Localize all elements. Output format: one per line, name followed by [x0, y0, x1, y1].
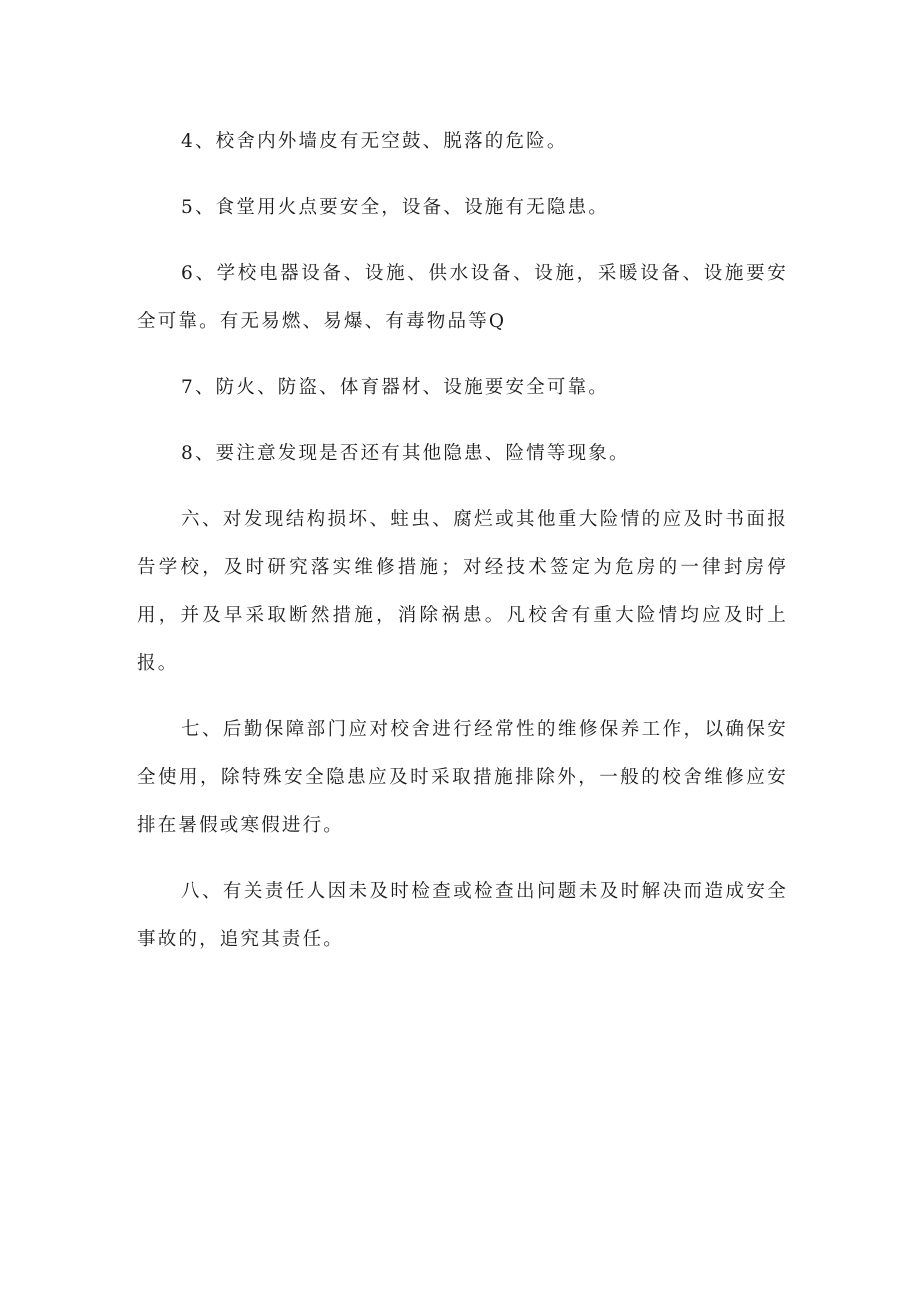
paragraph-item-5: 5、食堂用火点要安全，设备、设施有无隐患。: [181, 197, 609, 218]
paragraph-item-7: 7、防火、防盗、体育器材、设施要安全可靠。: [181, 377, 609, 398]
paragraph-section-6: 六、对发现结构损坏、蛀虫、腐烂或其他重大险情的应及时书面报告学校，及时研究落实维修措施；对经技术签定为危房的一律封房停用，并及早采取断然措施，消除祸患。凡校舍有重大险情均应及时上报。: [137, 509, 788, 674]
paragraph-item-8: 8、要注意发现是否还有其他隐患、险情等现象。: [181, 443, 630, 464]
paragraph-item-6: 6、学校电器设备、设施、供水设备、设施，采暖设备、设施要安全可靠。有无易燃、易爆、有毒物品等Q: [137, 263, 788, 332]
document-body: [137, 118, 788, 964]
paragraph-section-7: 七、后勤保障部门应对校舍进行经常性的维修保养工作，以确保安全使用，除特殊安全隐患应及时采取措施排除外，一般的校舍维修应安排在暑假或寒假进行。: [137, 719, 788, 836]
paragraph-section-8: 八、有关责任人因未及时检查或检查出问题未及时解决而造成安全事故的，追究其责任。: [137, 881, 788, 950]
paragraph-item-4: 4、校舍内外墙皮有无空鼓、脱落的危险。: [181, 131, 568, 152]
